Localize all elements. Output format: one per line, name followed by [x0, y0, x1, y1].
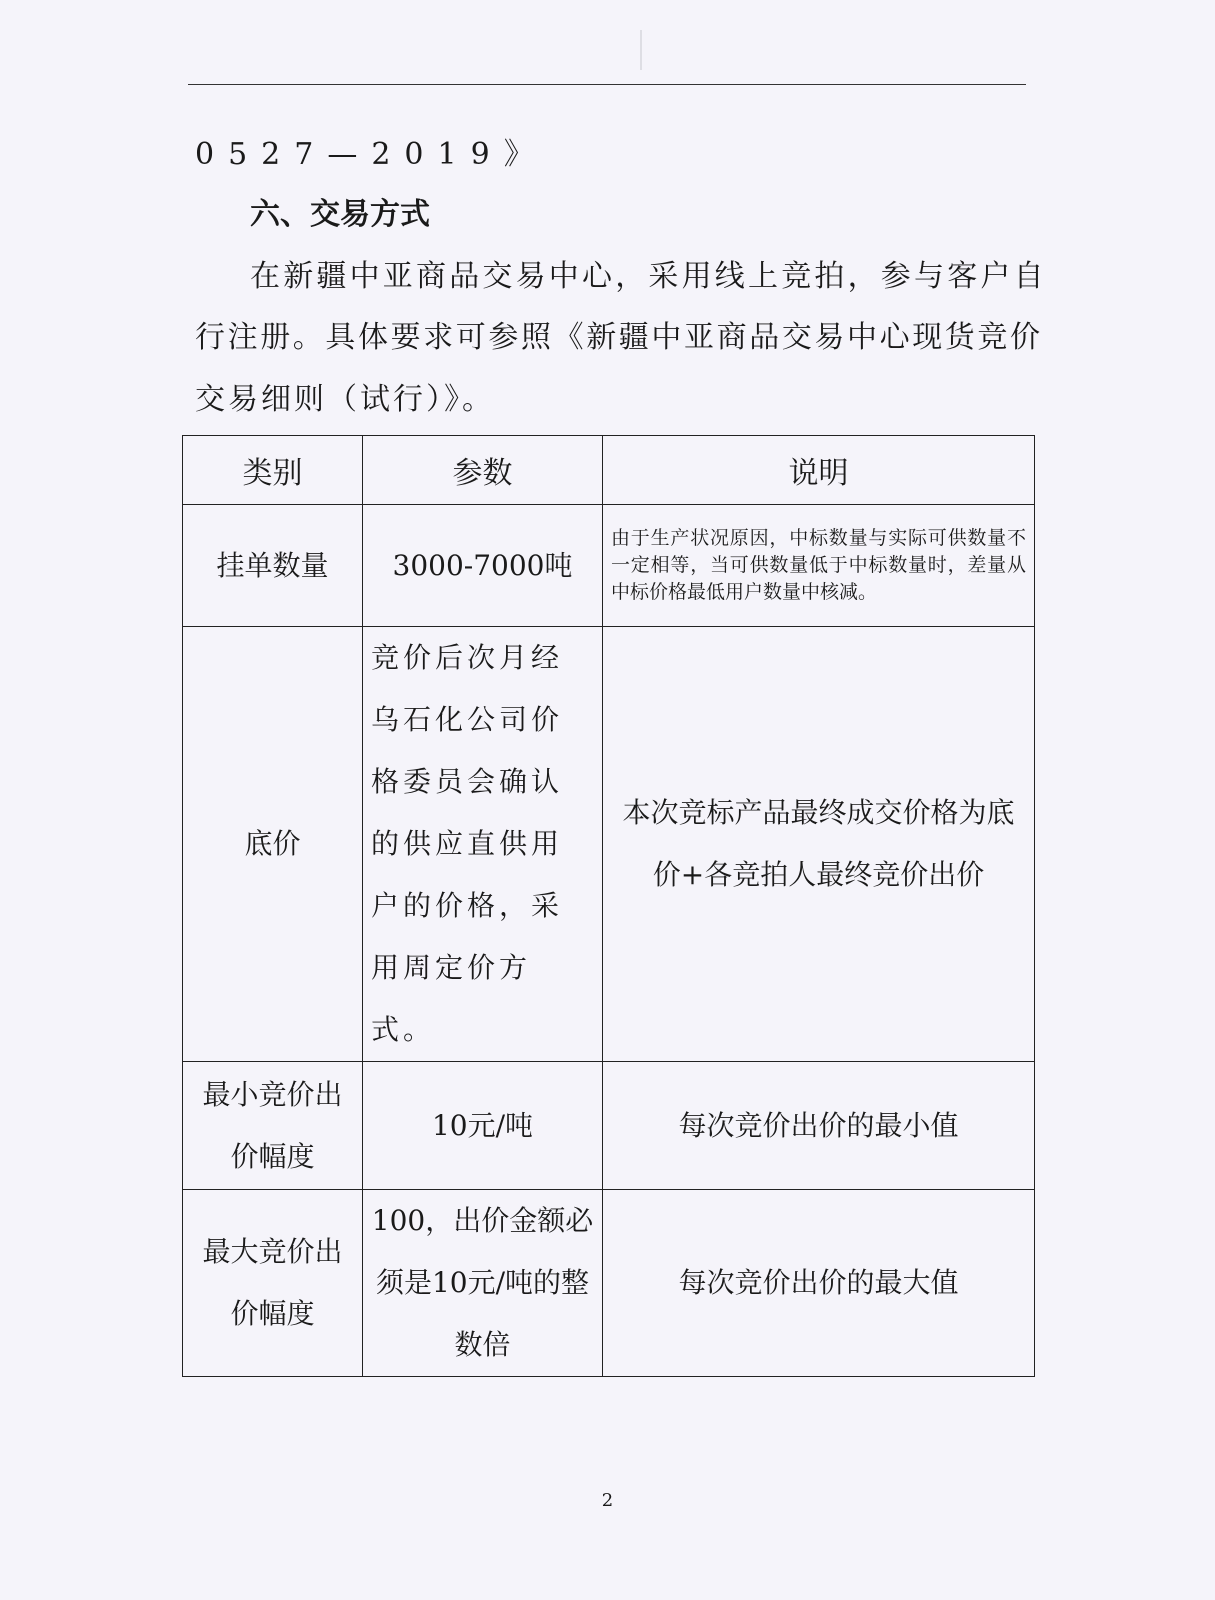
row-category: 挂单数量: [183, 505, 363, 627]
row-category: 最小竞价出价幅度: [183, 1062, 363, 1190]
header-category: 类别: [183, 436, 363, 505]
table-row: [183, 627, 1035, 1062]
standard-number-tail: 0527—2019》: [195, 137, 548, 172]
row-description: 每次竞价出价的最小值: [603, 1062, 1035, 1190]
header-description: 说明: [603, 436, 1035, 505]
row-description: 每次竞价出价的最大值: [603, 1190, 1035, 1377]
row-parameter: 竞价后次月经乌石化公司价格委员会确认的供应直供用户的价格，采用周定价方式。: [363, 627, 603, 1062]
table-row: [183, 505, 1035, 627]
row-parameter: 10元/吨: [363, 1062, 603, 1190]
table-row: [183, 1062, 1035, 1190]
scan-mark: [640, 30, 656, 70]
header-rule: [188, 84, 1026, 85]
table-header-row: [183, 436, 1035, 505]
paragraph-line-3: 交易细则（试行）》。: [195, 382, 495, 417]
page-number: 2: [601, 1490, 614, 1511]
header-parameter: 参数: [363, 436, 603, 505]
row-description: 本次竞标产品最终成交价格为底价+各竞拍人最终竞价出价: [603, 627, 1035, 1062]
row-category: 最大竞价出价幅度: [183, 1190, 363, 1377]
paragraph-line-2: 行注册。具体要求可参照《新疆中亚商品交易中心现货竞价: [195, 320, 1043, 355]
row-category: 底价: [183, 627, 363, 1062]
row-parameter: 3000-7000吨: [363, 505, 603, 627]
section-heading: 六、交易方式: [250, 197, 430, 232]
paragraph-line-1: 在新疆中亚商品交易中心，采用线上竞拍，参与客户自: [250, 259, 1047, 294]
auction-parameters-table: [182, 435, 1035, 1377]
table-row: [183, 1190, 1035, 1377]
row-parameter: 100，出价金额必须是10元/吨的整数倍: [363, 1190, 603, 1377]
row-description: 由于生产状况原因，中标数量与实际可供数量不一定相等，当可供数量低于中标数量时，差量从中标价格最低用户数量中核减。: [603, 505, 1035, 627]
